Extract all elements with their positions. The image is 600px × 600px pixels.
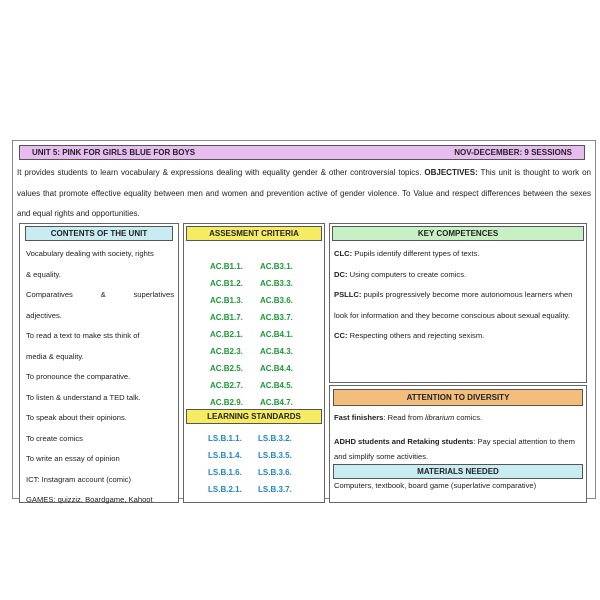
assessment-code: AC.B2.5.: [210, 364, 243, 373]
objectives-label: OBJECTIVES:: [424, 168, 478, 177]
assessment-code: AC.B3.6.: [260, 296, 293, 305]
contents-line: & equality.: [26, 269, 61, 279]
contents-line: To read a text to make sts think of: [26, 331, 140, 340]
adhd-label: ADHD students and Retaking students: [334, 436, 474, 446]
assessment-code: AC.B4.4.: [260, 364, 293, 373]
contents-line: [26, 285, 174, 306]
standards-row: [208, 464, 306, 481]
assessment-codes: [210, 258, 308, 411]
adhd-text: : Pay special attention to them and simplify some activities.: [334, 436, 575, 461]
assessment-row: [210, 360, 308, 377]
standards-codes: [208, 430, 306, 498]
clc-text: Pupils identify different types of texts.: [354, 249, 480, 258]
psllc-label: PSLLC:: [334, 290, 362, 299]
intro-text-1: It provides students to learn vocabulary & expressions dealing with equality gender & other controversial topics.: [17, 168, 422, 177]
standards-code: LS.B.3.5.: [258, 451, 292, 460]
dc-text: Using computers to create comics.: [349, 269, 467, 279]
assessment-code: AC.B1.1.: [210, 262, 243, 271]
unit-description: [17, 163, 591, 225]
assessment-code: AC.B4.7.: [260, 398, 293, 407]
assessment-row: [210, 292, 308, 309]
assessment-code: AC.B2.9.: [210, 398, 243, 407]
standards-code: LS.B.1.6.: [208, 468, 242, 477]
contents-line: adjectives.: [26, 310, 62, 320]
standards-code: LS.B.3.7.: [258, 485, 292, 494]
assessment-code: AC.B1.2.: [210, 279, 243, 288]
unit-title-bar: [19, 145, 585, 160]
unit-title: UNIT 5: PINK FOR GIRLS BLUE FOR BOYS: [32, 148, 196, 157]
standards-row: [208, 447, 306, 464]
competences-text: [334, 244, 579, 347]
contents-line: To speak about their opinions.: [26, 413, 127, 422]
assessment-row: [210, 275, 308, 292]
assessment-row: [210, 377, 308, 394]
competences-box: [329, 223, 587, 383]
contents-list: [26, 244, 174, 511]
assessment-row: [210, 343, 308, 360]
contents-line: To write an essay of opinion: [26, 454, 120, 463]
materials-header: MATERIALS NEEDED: [333, 464, 583, 479]
assessment-code: AC.B4.5.: [260, 381, 293, 390]
contents-line: Vocabulary dealing with society, rights: [26, 249, 154, 258]
fast-text: : Read from: [383, 413, 426, 422]
assessment-code: AC.B4.3.: [260, 347, 293, 356]
contents-line: To create comics: [26, 433, 83, 443]
contents-line: To pronounce the comparative.: [26, 372, 131, 381]
assessment-row: [210, 326, 308, 343]
fast-finishers: [334, 410, 580, 426]
contents-line: media & equality.: [26, 351, 84, 361]
standards-code: LS.B.1.1.: [208, 434, 242, 443]
assessment-code: AC.B1.3.: [210, 296, 243, 305]
diversity-box: [329, 385, 587, 503]
standards-row: [208, 481, 306, 498]
assessment-row: [210, 309, 308, 326]
standards-code: LS.B.3.2.: [258, 434, 292, 443]
assessment-header: ASSESMENT CRITERIA: [186, 226, 322, 241]
fast-italic: librarium: [425, 413, 455, 422]
materials-text: Computers, textbook, board game (superlative comparative): [334, 481, 537, 490]
contents-word: Comparatives: [26, 290, 73, 299]
cc-text: Respecting others and rejecting sexism.: [349, 331, 485, 340]
contents-line: ICT: Instagram account (comic): [26, 474, 132, 484]
assessment-code: AC.B2.7.: [210, 381, 243, 390]
standards-code: LS.B.1.4.: [208, 451, 242, 460]
standards-code: LS.B.2.1.: [208, 485, 242, 494]
competence-clc: [334, 244, 579, 265]
contents-box: [19, 223, 179, 503]
assessment-row: [210, 258, 308, 275]
unit-plan-document: [12, 140, 596, 504]
dc-label: DC:: [334, 269, 348, 279]
assessment-code: AC.B1.7.: [210, 313, 243, 322]
diversity-header: ATTENTION TO DIVERSITY: [333, 389, 583, 406]
competence-dc: [334, 265, 579, 286]
psllc-text: pupils progressively become more autonomous learners when look for information and they become conscious about sexual equality.: [334, 290, 573, 320]
competences-header: KEY COMPETENCES: [332, 226, 584, 241]
contents-header: CONTENTS OF THE UNIT: [25, 226, 173, 241]
assessment-code: AC.B2.3.: [210, 347, 243, 356]
clc-label: CLC:: [334, 249, 353, 258]
assessment-code: AC.B3.1.: [260, 262, 293, 271]
adhd-students: [334, 434, 580, 465]
fast-label: Fast finishers: [334, 413, 384, 422]
assessment-code: AC.B3.3.: [260, 279, 293, 288]
standards-header: LEARNING STANDARDS: [186, 409, 322, 424]
criteria-box: [183, 223, 325, 503]
fast-text-end: comics.: [454, 413, 483, 422]
contents-line: GAMES: quizziz, Boardgame, Kahoot: [26, 495, 153, 504]
assessment-code: AC.B4.1.: [260, 330, 293, 339]
unit-sessions: NOV-DECEMBER: 9 SESSIONS: [454, 148, 572, 157]
diversity-text: [334, 408, 580, 465]
competence-psllc: [334, 285, 579, 326]
contents-word: superlatives: [133, 290, 174, 299]
competence-cc: [334, 326, 579, 347]
intro-text-2: This unit is thought to work on values that promote effective equality between men and women and prevention active of gender violence. To Value and respect differences between the sexes and equal rights and opportunities.: [17, 168, 591, 218]
contents-line: To listen & understand a TED talk.: [26, 392, 141, 402]
assessment-code: AC.B3.7.: [260, 313, 293, 322]
contents-word: &: [100, 290, 106, 299]
standards-row: [208, 430, 306, 447]
standards-code: LS.B.3.6.: [258, 468, 292, 477]
cc-label: CC:: [334, 331, 348, 340]
assessment-code: AC.B2.1.: [210, 330, 243, 339]
